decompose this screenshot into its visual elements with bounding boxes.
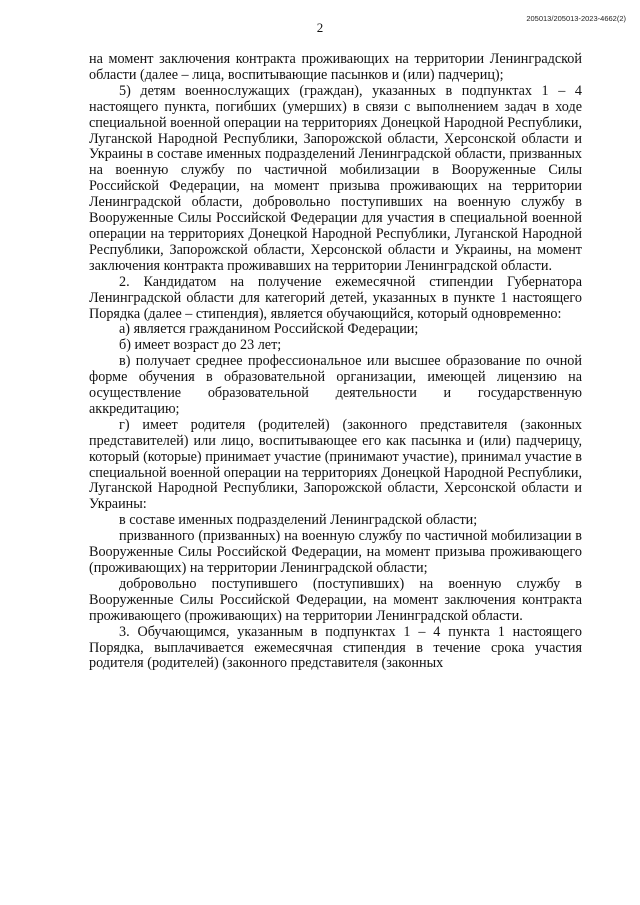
paragraph-subitem-b: б) имеет возраст до 23 лет;	[119, 337, 282, 354]
paragraph-subitem-g: г) имеет родителя (родителей) (законного представителя (законных представителей) или лицо, воспитывающее его как пасынка и (или) падчерицу, который (которые) принимает участие (принимают участие), принимал участие в специальной военной операции на территориях Донецкой Народной Республики, Луганской Народной Республики, Запорожской области, Херсонской области и Украины:	[89, 416, 582, 513]
document-code: 205013/205013-2023-4662(2)	[526, 14, 626, 23]
document-body	[89, 52, 582, 672]
paragraph-continuation: на момент заключения контракта проживающих на территории Ленинградской области (далее – лица, воспитывающие пасынков и (или) падчериц);	[89, 51, 582, 83]
paragraph-subitem-v: в) получает среднее профессиональное или высшее образование по очной форме обучения в образовательной организации, имеющей лицензию на осуществление образовательной деятельности и государственную аккредитацию;	[89, 353, 582, 417]
page-number: 2	[316, 20, 324, 35]
paragraph-clause-2: 2. Кандидатом на получение ежемесячной стипендии Губернатора Ленинградской области для категорий детей, указанных в пункте 1 настоящего Порядка (далее – стипендия), является обучающийся, который одновременно:	[89, 273, 582, 322]
paragraph-subitem-g-option-1: в составе именных подразделений Ленинградской области;	[119, 512, 478, 529]
paragraph-subitem-g-option-2: призванного (призванных) на военную службу по частичной мобилизации в Вооруженные Силы Российской Федерации, на момент призыва проживающего (проживающих) на территории Ленинградской области;	[89, 528, 582, 576]
paragraph-subitem-g-option-3: добровольно поступившего (поступивших) на военную службу в Вооруженные Силы Российской Федерации, на момент заключения контракта проживающего (проживающих) на территории Ленинградской области.	[89, 575, 582, 624]
paragraph-subitem-a: а) является гражданином Российской Федерации;	[119, 321, 419, 338]
paragraph-item-5: 5) детям военнослужащих (граждан), указанных в подпунктах 1 – 4 настоящего пункта, погибших (умерших) в связи с выполнением задач в ходе специальной военной операции на территориях Донецкой Народной Республики, Луганской Народной Республики, Запорожской области, Херсонской области и Украины в составе именных подразделений Ленинградской области, призванных на военную службу по частичной мобилизации в Вооруженные Силы Российской Федерации, на момент призыва проживающих на территории Ленинградской области, добровольно поступивших на военную службу в Вооруженные Силы Российской Федерации для участия в специальной военной операции на территориях Донецкой Народной Республики, Луганской Народной Республики, Запорожской области, Херсонской области и Украины, на момент заключения контракта проживавших на территории Ленинградской области.	[89, 82, 582, 274]
paragraph-clause-3: 3. Обучающимся, указанным в подпунктах 1 – 4 пункта 1 настоящего Порядка, выплачивается ежемесячная стипендия в течение срока участия родителя (родителей) (законного представителя (законных	[89, 623, 582, 672]
